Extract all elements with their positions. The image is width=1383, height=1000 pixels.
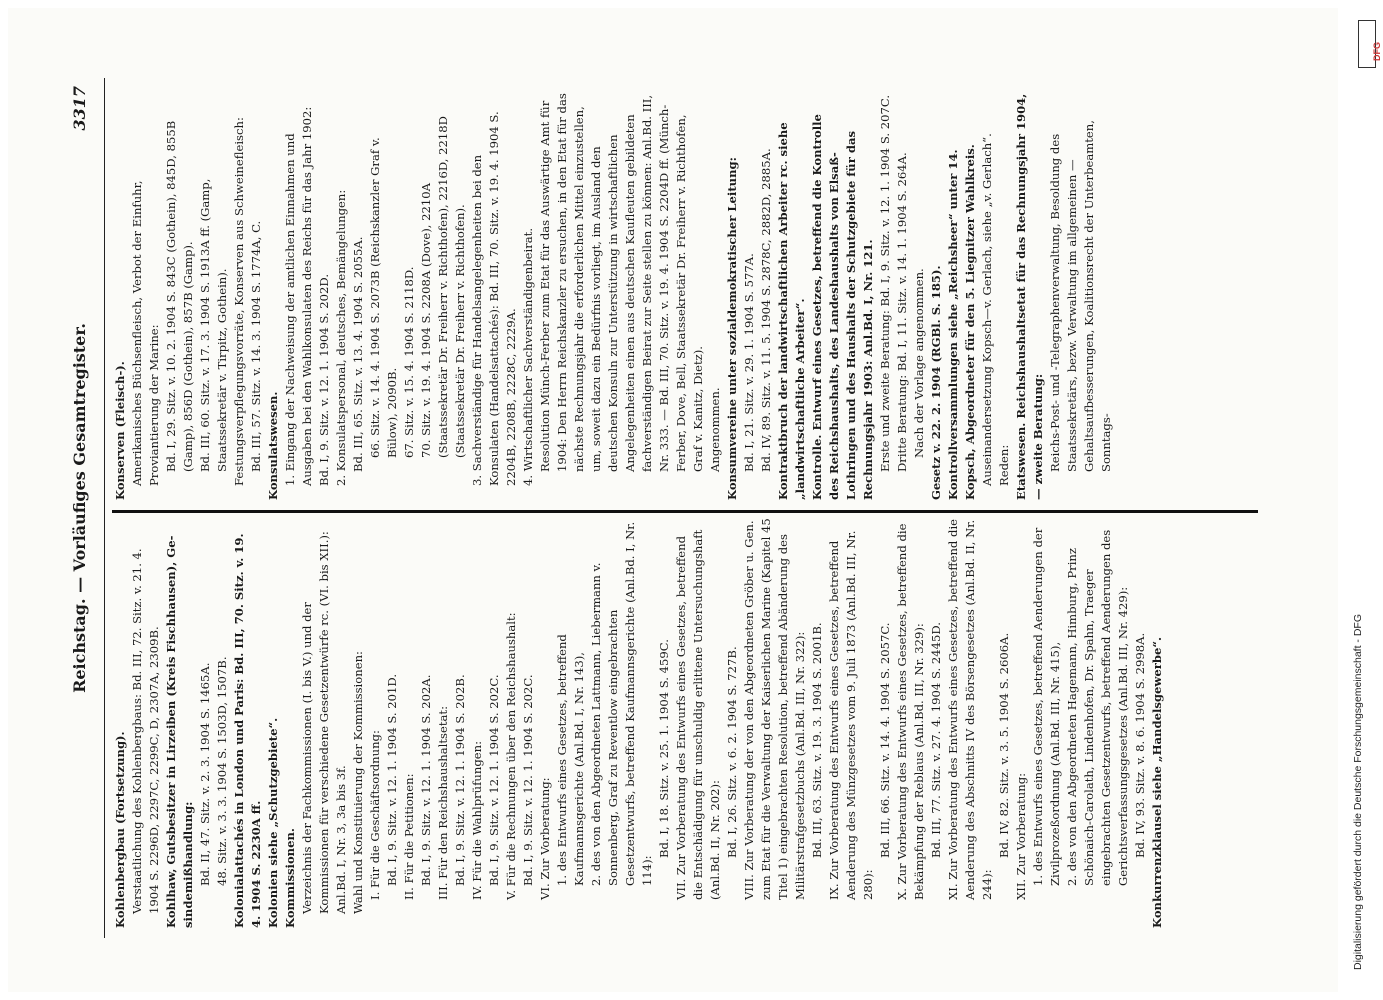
register-entry: Bd. I, 9. Sitz. v. 12. 1. 1904 S. 201D. xyxy=(385,674,399,886)
register-entry: Kontrollversammlungen siehe „Reichsheer“ unter 14. xyxy=(946,149,960,500)
register-entry: Kohlhaw, Gutsbesitzer in Lirzeiben (Kreis Fischhausen), Ge-sindemißhandlung: xyxy=(164,535,195,928)
register-entry: Konserven (Fleisch-). xyxy=(113,361,127,500)
digitization-credit xyxy=(1352,20,1382,970)
register-entry: Bd. III, 65. Sitz. v. 13. 4. 1904 S. 2055A. xyxy=(351,236,365,472)
register-entry: XI. Zur Vorberatung des Entwurfs eines Gesetzes, betreffend die Aenderung des Abschnitts IV des Börsengesetzes (Anl.Bd. II, Nr. 244): xyxy=(946,515,994,900)
register-entry: 48. Sitz. v. 3. 3. 1904 S. 1503D, 1507B. xyxy=(215,656,229,886)
register-entry: I. Für die Geschäftsordnung: xyxy=(368,730,382,900)
register-entry: Resolution Münch-Ferber zum Etat für das Auswärtige Amt für 1904: Den Herrn Reichskanzler zu ersuchen, in den Etat für das nächste Rechnungsjahr die erforderlichen Mittel einzustellen, um, soweit dazu ein Bedürfnis vorliegt, im Ausland den deutschen Konsuln zur Unterstützung in wirtschaftlichen Angelegenheiten einen aus deutschen Kaufleuten gebildeten fachverständigen Beirat zur Seite stellen zu können: Anl.Bd. III, Nr. 333. — Bd. III, 70. Sitz. v. 19. 4. 1904 S. 2204D ff. (Münch-Ferber, Dove, Bell, Staatssekretär Dr. Freiherr v. Richthofen, Graf v. Kanitz, Dietz). xyxy=(538,89,705,472)
register-entry: Etatswesen. Reichshaushaltsetat für das Rechnungsjahr 1904, — zweite Beratung: xyxy=(1014,89,1045,500)
register-entry: XII. Zur Vorberatung: xyxy=(1014,772,1028,900)
page-number: 3317 xyxy=(70,86,89,131)
register-entry: VI. Zur Vorberatung: xyxy=(538,777,552,900)
register-entry: Konsulatswesen. xyxy=(266,391,280,500)
register-entry: Bd. I, 26. Sitz. v. 6. 2. 1904 S. 727B. xyxy=(725,646,739,858)
register-entry: Kopsch, Abgeordneter für den 5. Liegnitzer Wahlkreis. xyxy=(963,144,977,500)
register-entry: Konsumvereine unter sozialdemokratischer Leitung: xyxy=(725,157,739,500)
register-entry: 66. Sitz. v. 14. 4. 1904 S. 2073B (Reichskanzler Graf v. Bülow), 2090B. xyxy=(368,133,399,458)
register-entry: Kontrolle. Entwurf eines Gesetzes, betreffend die Kontrolle des Reichshaushalts, des Landeshaushalts von Elsaß-Lothringen und des Haushalts der Schutzgebiete für das Rechnungsjahr 1903: Anl.Bd. I, Nr. 121. xyxy=(810,110,875,500)
register-entry: Wahl und Konstituierung der Kommissionen: xyxy=(351,651,365,914)
register-entry: Kolonialattachés in London und Paris: Bd. III, 70. Sitz. v. 19. 4. 1904 S. 2230A ff. xyxy=(232,529,263,928)
column-divider xyxy=(112,510,1258,513)
left-column xyxy=(112,514,1166,928)
register-entry: VII. Zur Vorberatung des Entwurfs eines Gesetzes, betreffend die Entschädigung für unschuldig erlittene Untersuchungshaft (Anl.Bd. II, Nr. 202): xyxy=(674,526,722,900)
register-entry: 67. Sitz. v. 15. 4. 1904 S. 2118D. xyxy=(402,266,416,458)
register-entry: 1. Eingang der Nachweisung der amtlichen Einnahmen und Ausgaben bei den Wahlkonsulaten des Reichs für das Jahr 1902: Bd. I, 9. Sitz. v. 12. 1. 1904 S. 202D. xyxy=(283,103,331,486)
register-entry: Bd. I, 9. Sitz. v. 12. 1. 1904 S. 202C. xyxy=(521,674,535,886)
register-entry: Bd. III, 57. Sitz. v. 14. 3. 1904 S. 1774A, C. xyxy=(249,220,263,472)
register-entry: 2. Konsulatspersonal, deutsches, Bemängelungen: xyxy=(334,189,348,486)
register-entry: Bd. I, 18. Sitz. v. 25. 1. 1904 S. 459C. xyxy=(657,639,671,858)
register-entry: Bd. I, 9. Sitz. v. 12. 1. 1904 S. 202B. xyxy=(453,674,467,886)
right-column xyxy=(112,90,1115,500)
dfg-badge xyxy=(1358,20,1382,68)
register-entry: Amerikanisches Büchsenfleisch, Verbot der Einfuhr, Proviantierung der Marine: xyxy=(130,176,161,486)
register-entry: Kontraktbruch der landwirtschaftlichen Arbeiter rc. siehe „landwirtschaftliche Arbeiter“. xyxy=(776,118,807,500)
register-entry: Bd. I, 29. Sitz. v. 10. 2. 1904 S. 843C (Gothein), 845D, 855B (Gamp), 856D (Gothein), 857B (Gamp). xyxy=(164,117,195,472)
register-entry: Verzeichnis der Fachkommissionen (I. bis V.) und der Kommissionen für verschiedene Gesetzentwürfe rc. (VI. bis XII.): Anl.Bd. I, Nr. 3, 3a bis 3f. xyxy=(300,527,348,914)
register-entry: Bd. I, 9. Sitz. v. 12. 1. 1904 S. 202C. xyxy=(487,674,501,886)
register-entry: II. Für die Petitionen: xyxy=(402,773,416,900)
register-entry: Bd. III, 63. Sitz. v. 19. 3. 1904 S. 2001B. xyxy=(810,622,824,858)
register-entry: Bd. IV, 82. Sitz. v. 3. 5. 1904 S. 2606A. xyxy=(997,632,1011,858)
register-entry: III. Für den Reichshaushaltsetat: xyxy=(436,706,450,900)
register-entry: IX. Zur Vorberatung des Entwurfs eines Gesetzes, betreffend Aenderung des Münzgesetzes vom 9. Juli 1873 (Anl.Bd. III, Nr. 280): xyxy=(827,526,875,900)
register-entry: V. Für die Rechnungen über den Reichshaushalt: xyxy=(504,612,518,900)
scanned-page xyxy=(8,8,1338,992)
credit-text: Digitalisierung gefördert durch die Deutsche Forschungsgemeinschaft - DFG xyxy=(1352,613,1364,970)
register-entry: 2. des von den Abgeordneten Hagemann, Himburg, Prinz Schönaich-Carolath, Lindenhofen, Dr. Spahn, Traeger eingebrachten Gesetzentwurfs, betreffend Aenderungen des Gerichtsverfassungsgesetzes (Anl.Bd. III, Nr. 429): xyxy=(1065,526,1130,886)
register-entry: Reichs-Post- und -Telegraphenverwaltung, Besoldung des Staatssekretärs, bezw. Verwaltung im allgemeinen — Gehaltsaufbesserungen, Koalitionsrecht der Unterbeamten, Sonntags- xyxy=(1048,116,1113,472)
register-entry: Bd. III, 60. Sitz. v. 17. 3. 1904 S. 1913A ff. (Gamp, Staatssekretär v. Tirpitz, Gothein). xyxy=(198,174,229,472)
register-entry: Bd. I, 9. Sitz. v. 12. 1. 1904 S. 202A. xyxy=(419,674,433,886)
register-entry: 2. des von den Abgeordneten Lattmann, Liebermann v. Sonnenberg, Graf zu Reventlow eingebrachten Gesetzentwurfs, betreffend Kaufmannsgerichte (Anl.Bd. I, Nr. 114): xyxy=(589,518,654,886)
register-entry: Bd. III, 77. Sitz. v. 27. 4. 1904 S. 2445D. xyxy=(929,622,943,858)
register-entry: Angenommen. xyxy=(708,387,722,472)
register-entry: VIII. Zur Vorberatung der von den Abgeordneten Gröber u. Gen. zum Etat für die Verwaltung der Kaiserlichen Marine (Kapitel 45 Titel 1) eingebrachten Resolution, betreffend Abänderung des Militärstrafgesetzbuchs (Anl.Bd. III, Nr. 322): xyxy=(742,514,807,900)
register-entry: Reden: xyxy=(997,444,1011,486)
register-entry: Erste und zweite Beratung: Bd. I, 9. Sitz. v. 12. 1. 1904 S. 207C. xyxy=(878,94,892,472)
register-entry: Auseinandersetzung Kopsch—v. Gerlach, siehe „v. Gerlach“. xyxy=(980,133,994,486)
register-entry: Bd. II, 47. Sitz. v. 2. 3. 1904 S. 1465A. xyxy=(198,662,212,886)
register-entry: 70. Sitz. v. 19. 4. 1904 S. 2208A (Dove), 2210A (Staatssekretär Dr. Freiherr v. Richthofen), 2216D, 2218D (Staatssekretär Dr. Freiherr v. Richthofen). xyxy=(419,112,467,458)
register-entry: Kohlenbergbau (Fortsetzung). xyxy=(113,731,127,928)
register-entry: Kommissionen. xyxy=(283,828,297,928)
register-entry: IV. Für die Wahlprüfungen: xyxy=(470,740,484,900)
register-entry: Bd. IV, 89. Sitz. v. 11. 5. 1904 S. 2878C, 2882D, 2885A. xyxy=(759,148,773,472)
page-header xyxy=(70,78,96,938)
header-rule xyxy=(104,78,105,938)
register-entry: X. Zur Vorberatung des Entwurfs eines Gesetzes, betreffend die Bekämpfung der Reblaus (Anl.Bd. III, Nr. 329): xyxy=(895,519,926,900)
running-title: Reichstag. — Vorläufiges Gesamtregister. xyxy=(70,323,89,693)
register-entry: Kolonien siehe „Schutzgebiete“. xyxy=(266,717,280,928)
register-entry: 1. des Entwurfs eines Gesetzes, betreffend Aenderungen der Zivilprozeßordnung (Anl.Bd. III, Nr. 415), xyxy=(1031,524,1062,886)
register-page xyxy=(48,68,1298,968)
register-entry: Bd. III, 66. Sitz. v. 14. 4. 1904 S. 2057C. xyxy=(878,622,892,858)
register-entry: 1. des Entwurfs eines Gesetzes, betreffend Kaufmannsgerichte (Anl.Bd. I, Nr. 143), xyxy=(555,630,586,886)
register-entry: Nach der Vorlage angenommen. xyxy=(912,268,926,458)
register-entry: Konkurrenzklausel siehe „Handelsgewerbe“. xyxy=(1150,636,1164,928)
register-entry: Dritte Beratung: Bd. I, 11. Sitz. v. 14. 1. 1904 S. 264A. xyxy=(895,152,909,472)
register-entry: Bd. I, 21. Sitz. v. 29. 1. 1904 S. 577A. xyxy=(742,253,756,472)
register-entry: Gesetz v. 22. 2. 1904 (RGBl. S. 185). xyxy=(929,265,943,500)
register-entry: Bd. IV, 93. Sitz. v. 8. 6. 1904 S. 2998A. xyxy=(1133,632,1147,858)
dfg-logo: DFG xyxy=(1372,42,1382,61)
register-entry: 3. Sachverständige für Handelsangelegenheiten bei den Konsulaten (Handelsattachés): Bd. III, 70. Sitz. v. 19. 4. 1904 S. 2204B, 2208B, 2228C, 2229A. xyxy=(470,107,518,486)
register-entry: Verstaatlichung des Kohlenbergbaus: Bd. III, 72. Sitz. v. 21. 4. 1904 S. 2296D, 2297C, 2299C, D, 2307A, 2309B. xyxy=(130,544,161,914)
register-entry: 4. Wirtschaftlicher Sachverständigenbeirat. xyxy=(521,227,535,486)
register-entry: Festungsverpflegungsvorräte, Konserven aus Schweinefleisch: xyxy=(232,117,246,486)
